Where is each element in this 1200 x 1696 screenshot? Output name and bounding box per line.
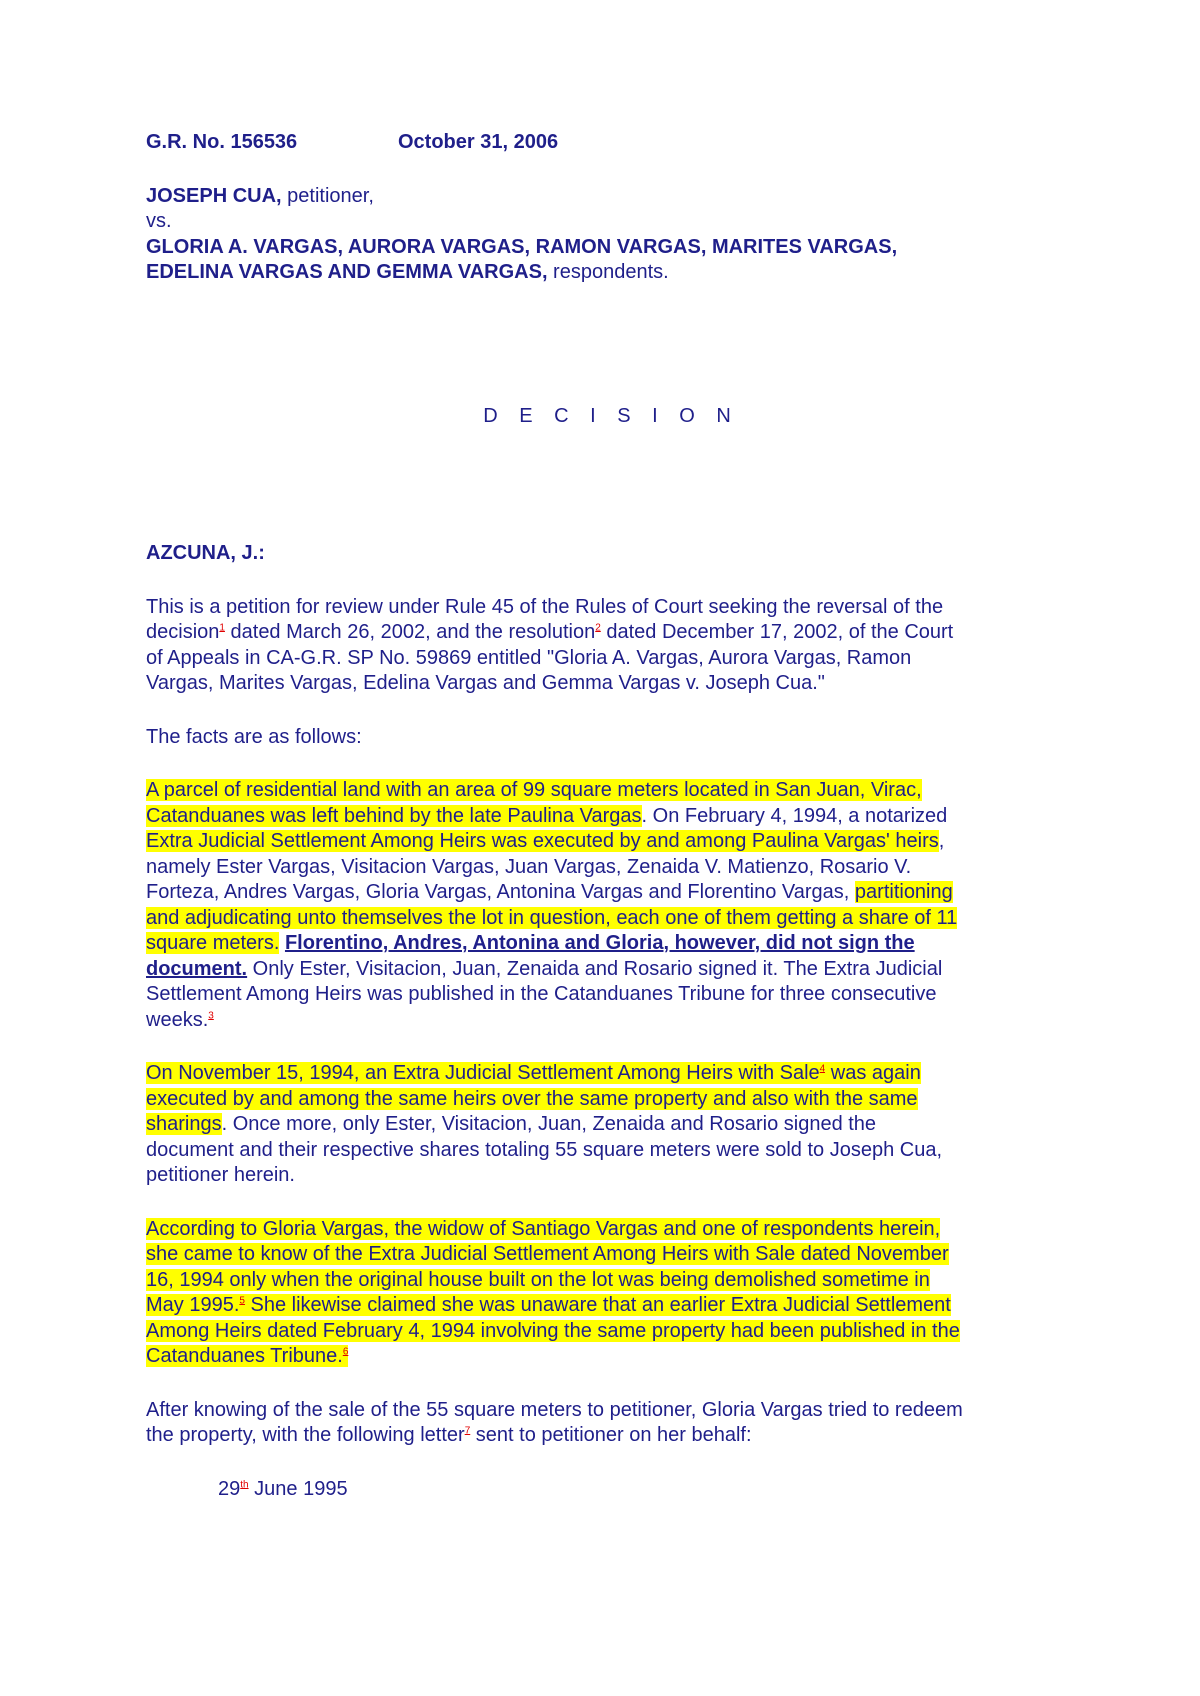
respondents-names-1: GLORIA A. VARGAS, AURORA VARGAS, RAMON VARGAS, MARITES VARGAS,: [146, 235, 898, 258]
decision-date: October 31, 2006: [398, 131, 559, 153]
parties: [146, 184, 1076, 286]
decision-document: [146, 130, 1076, 1530]
highlight: She likewise claimed she was unaware that an earlier Extra Judicial Settlement: [244, 1294, 951, 1316]
petitioner-role: petitioner,: [281, 184, 374, 207]
highlight: was again: [825, 1062, 921, 1084]
emphasis-text: document.: [146, 957, 248, 980]
letter-date: 29th June 1995: [218, 1477, 348, 1500]
paragraph-3: A parcel of residential land with an area of 99 square meters located in San Juan, Virac, Catanduanes was left behind by the late Paulina Vargas. On February 4, 1994, a notarized Extra Judicial Settlement Among Heirs was executed by and among Paulina Vargas' heirs, namely Ester Vargas, Visitacion Vargas, Juan Vargas, Zenaida V. Matienzo, Rosario V. Forteza, Andres Vargas, Gloria Vargas, Antonina Vargas and Florentino Vargas, partitioning and adjudicating unto themselves the lot in question, each one of them getting a share of 11 square meters. Florentino, Andres, Antonina and Gloria, however, did not sign the document. Only Ester, Visitacion, Juan, Zenaida and Rosario signed it. The Extra Judicial Settlement Among Heirs was published in the Catanduanes Tribune for three consecutive weeks.$^3$: [146, 779, 958, 1031]
footnote-ref-5[interactable]: 5: [239, 1295, 245, 1307]
footnote-ref-7[interactable]: 7: [464, 1425, 471, 1437]
emphasis-text: Florentino, Andres, Antonina and Gloria, however, did not sign the: [284, 932, 915, 954]
highlight: sharings: [146, 1113, 222, 1135]
footnote-ref-3[interactable]: 3: [208, 1009, 214, 1021]
highlight: partitioning: [854, 881, 953, 903]
gr-number: G.R. No. 156536: [146, 131, 298, 153]
paragraph-2: The facts are as follows:: [146, 725, 362, 748]
highlight: executed by and among the same heirs over the same property and also with the same: [146, 1087, 918, 1110]
footnote-ref-4[interactable]: 4: [819, 1063, 826, 1075]
case-caption: [146, 130, 1076, 156]
versus: vs.: [146, 210, 172, 232]
ponente: [146, 541, 1076, 567]
footnote-ref-6[interactable]: 6: [342, 1346, 349, 1358]
paragraph-1: This is a petition for review under Rule 45 of the Rules of Court seeking the reversal of the decision$^1$ dated March 26, 2002, and the resolution$^2$ dated December 17, 2002, of the Court of Appeals in CA-G.R. SP No. 59869 entitled "Gloria A. Vargas, Aurora Vargas, Ramon Vargas, Marites Vargas, Edelina Vargas and Gemma Vargas v. Joseph Cua.": [146, 595, 954, 694]
ponente-name: AZCUNA, J.:: [146, 542, 265, 564]
highlight: On November 15, 1994, an Extra Judicial Settlement Among Heirs with Sale: [146, 1062, 820, 1084]
highlight: Extra Judicial Settlement Among Heirs was executed by and among Paulina Vargas' heirs: [146, 830, 939, 852]
highlight: According to Gloria Vargas, the widow of Santiago Vargas and one of respondents herein,: [146, 1217, 941, 1240]
highlight: 16, 1994 only when the original house built on the lot was being demolished sometime in: [146, 1268, 930, 1291]
highlight: May 1995.: [146, 1294, 240, 1316]
paragraph-4: On November 15, 1994, an Extra Judicial Settlement Among Heirs with Sale$^4$ was again executed by and among the same heirs over the same property and also with the same sharings. Once more, only Ester, Visitacion, Juan, Zenaida and Rosario signed the document and their respective shares totaling 55 square meters were sold to Joseph Cua, petitioner herein.: [146, 1062, 942, 1186]
highlight: Among Heirs dated February 4, 1994 involving the same property had been published in the: [146, 1319, 960, 1342]
respondents-role: respondents.: [547, 261, 669, 283]
highlight: she came to know of the Extra Judicial Settlement Among Heirs with Sale dated November: [146, 1243, 949, 1265]
petitioner-name: JOSEPH CUA,: [146, 184, 282, 207]
highlight: Catanduanes Tribune.: [146, 1345, 343, 1367]
highlight: Catanduanes was left behind by the late Paulina Vargas: [146, 804, 642, 827]
highlight: square meters.: [146, 932, 280, 954]
paragraph-6: After knowing of the sale of the 55 square meters to petitioner, Gloria Vargas tried to redeem the property, with the following letter$^7$ sent to petitioner on her behalf:: [146, 1398, 963, 1446]
respondents-names-2: EDELINA VARGAS AND GEMMA VARGAS,: [146, 261, 548, 283]
decision-title: D E C I S I O N: [483, 404, 739, 427]
case-number-line: [146, 130, 1076, 156]
highlight: A parcel of residential land with an area of 99 square meters located in San Juan, Virac,: [146, 779, 922, 801]
footnote-ref-2[interactable]: 2: [595, 622, 601, 634]
highlight: and adjudicating unto themselves the lot in question, each one of them getting a share of 11: [146, 906, 958, 929]
footnote-ref-1[interactable]: 1: [219, 622, 225, 634]
paragraph-5: [146, 1217, 1076, 1370]
